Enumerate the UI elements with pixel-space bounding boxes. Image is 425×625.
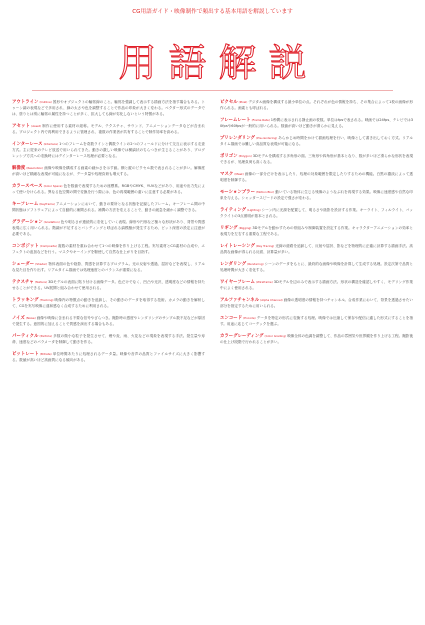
entry-term: カラースペース [12,183,43,189]
entry-description: 光線の経路を追跡して、反射や屈折、影などを物理的に正確に計算する描画手法。高品質な画像が得られる反面、計算量が多い。 [220,244,413,254]
entry-description: シーンのデータをもとに、最終的な画像や映像を計算して生成する処理。設定次第で品質と処理時間が大きく変化する。 [220,262,413,272]
entry-reading: (Interlace) [43,141,59,146]
entry-reading: (Mask) [234,172,244,176]
glossary-entry [220,172,413,184]
glossary-entry [220,316,413,328]
entry-term: ライティング [220,208,247,213]
entry-description: 3Dモデルを辺のみで表示する描画方法。形状の構造を確認しやすく、モデリング作業中によく使用される。 [220,280,413,290]
glossary-entry [220,154,413,166]
entry-reading: (Particle) [39,333,53,338]
glossary-entry [12,202,205,214]
entry-reading: (Color Space) [43,183,63,188]
entry-description: 映像内の特徴点の動きを追跡し、その動きのデータを取得する技術。カメラの動きを解析して、CGを実写映像に違和感なく合成するために利用される。 [12,297,206,308]
entry-term: モーションブラー [220,190,256,195]
entry-term: フレームレート [220,118,251,123]
entry-reading: (Frame Rate) [251,118,270,122]
entry-reading: (Ray Tracing) [255,244,275,248]
glossary-entry [12,334,205,346]
glossary-entry [220,334,413,346]
entry-reading: (Shader) [35,261,48,266]
entry-description: 映像全体の色調を調整して、作品の雰囲気や世界観を作り上げる工程。撮影後の仕上げ段階で行われることが多い。 [220,334,413,344]
title-divider [32,90,393,91]
glossary-entry [12,184,205,196]
glossary-entry [12,262,205,274]
entry-term: カラーグレーディング [220,334,264,339]
entry-reading: (Noise) [25,315,36,320]
entry-term: ビットレート [12,351,39,357]
entry-term: インターレース [12,141,43,147]
entry-reading: (Asset) [31,123,41,128]
entry-term: レンダリング [220,262,247,267]
glossary-entry [12,100,205,118]
entry-reading: (Color Grading) [264,334,287,338]
glossary-entry [12,142,205,160]
glossary-entry [12,352,205,364]
entry-description: 3Dモデルを構成する多角形の面。三角形や四角形が基本となり、数が多いほど滑らかな形状を表現できるが、処理負荷も高くなる。 [220,154,413,164]
entry-reading: (Pre-rendering) [256,136,278,140]
entry-description: 画像の一部分だけを表示したり、処理の対象範囲を限定したりするための機能。白黒の濃淡によって透明度を制御する。 [220,172,413,182]
entry-reading: (Composite) [39,243,57,248]
entry-term: エンコード [220,316,243,321]
entry-term: キーフレーム [12,201,39,207]
entry-description: 動いている物体に生じる残像のようなぶれを再現する効果。映像に速度感や自然な印象を与える。シャッタースピードの設定で強さが変わる。 [220,190,414,200]
glossary-entry [12,220,205,238]
entry-term: アウトライン [12,100,39,105]
entry-description: 制作に使用する素材の総称。モデル、テクスチャ、サウンド、アニメーションデータなどが含まれる。プロジェクト内で再利用できるように管理され、複数の作業者が共有することで制作効率を高める。 [12,123,205,134]
entry-reading: (Rigging) [238,226,252,230]
entry-description: 多数の微小な粒子を発生させて、煙や炎、雨、火花などの現象を表現する手法。発生量や寿命、速度などのパラメータを制御して動きを作る。 [12,333,205,344]
left-column [12,100,205,370]
entry-reading: (Motion Blur) [256,190,275,194]
glossary-entry [12,124,205,136]
entry-description: 単位時間あたりに処理されるデータ量。映像や音声の品質とファイルサイズに大きく影響する。数値が高いほど高画質になる傾向がある。 [12,351,206,362]
entry-term: レイトレーシング [220,244,255,249]
entry-reading: (Outline) [39,100,52,104]
entry-description: あらかじめ時間をかけて描画処理を行い、映像として書き出しておく方式。リアルタイム描画では難しい高品質な表現が可能になる。 [220,136,414,146]
entry-term: マスク [220,172,234,177]
glossary-entry [220,190,413,202]
entry-reading: (Encode) [243,316,256,320]
entry-description: 画像や映像に含まれる不要な信号やざらつき。撮影時の感度やレンダリングのサンプル数不足などが原因で発生する。意図的に加えることで質感を演出する場合もある。 [12,315,206,326]
entry-description: 3Dモデルの表面に貼り付ける画像データ。色だけでなく、凹凸や光沢、透明度などの情報を持たせることができる。UV展開と組み合わせて使用される。 [12,279,205,290]
entry-reading: (Keyframe) [39,201,55,206]
glossary-entry [220,208,413,220]
glossary-columns [12,100,413,370]
glossary-entry [12,298,205,310]
glossary-entry [12,280,205,292]
glossary-entry [12,166,205,178]
entry-term: 解像度 [12,165,26,171]
glossary-entry [220,226,413,238]
entry-term: プリレンダリング [220,136,256,141]
entry-description: データを特定の形式に変換する処理。映像では圧縮して保存や配信に適した形式にすることを指す。用途に応じてコーデックを選ぶ。 [220,316,413,326]
entry-reading: (Alpha Channel) [260,298,283,302]
page-title: 用語解説 [118,41,319,85]
entry-reading: (Polygon) [238,154,252,158]
entry-reading: (Resolution) [26,165,44,170]
entry-reading: (Texture) [34,279,48,284]
entry-term: コンポジット [12,243,39,249]
entry-description: 複数の素材を重ね合わせて1つの映像を作り上げる工程。実写素材とCG素材の合成や、エフェクトの追加などを行う。マスクやキーイングを駆使して自然な仕上がりを目指す。 [12,243,205,254]
entry-term: テクスチャ [12,279,34,285]
entry-term: ポリゴン [220,154,238,159]
entry-reading: (Tracking) [39,297,54,302]
glossary-entry [220,280,413,292]
right-column [220,100,413,370]
glossary-entry [12,316,205,328]
entry-description: 画像や映像を構成する画素の細かさを示す値。横と縦のピクセル数で表されることが多い。解像度が高いほど精細な表現が可能になるが、データ量や処理負荷も増大する。 [12,165,205,176]
entry-description: 1秒間に表示される静止画の枚数。単位はfpsで表される。映画では24fps、テレビでは30fpsや60fpsが一般的に用いられる。数値が高いほど動きが滑らかに見える。 [220,118,413,128]
glossary-entry [220,118,413,130]
glossary-entry [220,298,413,310]
entry-term: シェーダー [12,261,35,267]
glossary-entry [220,244,413,256]
entry-description: 3Dモデルを動かすための骨組みや制御装置を設定する作業。キャラクターアニメーションの効率と表現力を左右する重要な工程である。 [220,226,414,236]
entry-reading: (Rendering) [247,262,264,266]
entry-description: 画像の透明度の情報を持つチャンネル。合成作業において、背景を透過させたい部分を指定するために用いられる。 [220,298,413,308]
entry-description: 図形やオブジェクトの輪郭線のこと。輪郭を強調して表示する描画方法を指す場合もある。トゥーン調の表現などで多用され、線の太さや色を調整することで作品の印象が大きく変わる。ベクター形式のデータでは、塗りとは別に輪郭の属性を持つことが多く、拡大しても線が劣化しないという特徴がある。 [12,100,205,116]
glossary-entry [220,100,413,112]
entry-term: ワイヤーフレーム [220,280,255,285]
entry-description: 1つのフレームを奇数ラインと偶数ラインの2つのフィールドに分けて交互に表示する走査方式。主に従来のテレビ放送で用いられてきた。動きの激しい映像では横縞状のちらつきが生じることがあり、プログレッシブ方式への変換時にはデインターレース処理が必要となる。 [12,141,205,158]
entry-description: 色や明るさが連続的に変化していく表現。線形や円形など様々な形状があり、背景や質感表現に広く用いられる。階調が不足するとバンディングと呼ばれる縞模様が発生するため、ビット深度の設定に注意が必要である。 [12,219,205,236]
entry-description: アニメーションにおいて、動きの要所となる状態を記録したフレーム。キーフレーム間の中間状態はソフトウェアによって自動的に補間される。補間の方法を変えることで、動きの緩急を細かく調整できる。 [12,201,205,212]
entry-reading: (Lighting) [247,208,261,212]
entry-reading: (Pixel) [238,100,248,104]
glossary-entry [220,262,413,274]
entry-term: リギング [220,226,238,231]
entry-reading: (Bitrate) [39,351,52,356]
entry-reading: (Wireframe) [255,280,273,284]
entry-description: デジタル画像を構成する最小単位の点。それぞれが色の情報を持ち、その集合によって1枚の画像が形作られる。画素とも呼ばれる。 [220,100,413,110]
entry-term: アセット [12,123,31,129]
entry-description: 物体表面の色や陰影、質感を計算するプログラム。光の反射や透過、屈折などを表現し、リアルな見た目を作り出す。リアルタイム描画では処理速度とのバランスが重要になる。 [12,261,205,272]
entry-description: シーン内に光源を配置して、明るさや陰影を設計する作業。キーライト、フィルライト、バックライトの3点照明が基本とされる。 [220,208,414,218]
entry-term: アルファチャンネル [220,298,260,303]
header-note: CG用語ガイド・映像制作で頻出する基本用語を解説しています [132,9,293,15]
entry-term: トラッキング [12,297,39,303]
glossary-entry [220,136,413,148]
entry-description: 色を数値で表現するための座標系。RGBやCMYK、YUVなどがあり、用途や出力先によって使い分けられる。異なる色空間の間で変換を行う際には、色の再現範囲の違いに注意する必要がある。 [12,183,205,194]
entry-term: ピクセル [220,100,238,105]
entry-reading: (Gradation) [43,219,60,224]
entry-term: パーティクル [12,333,39,339]
entry-term: ノイズ [12,315,25,321]
entry-term: グラデーション [12,219,43,225]
glossary-entry [12,244,205,256]
